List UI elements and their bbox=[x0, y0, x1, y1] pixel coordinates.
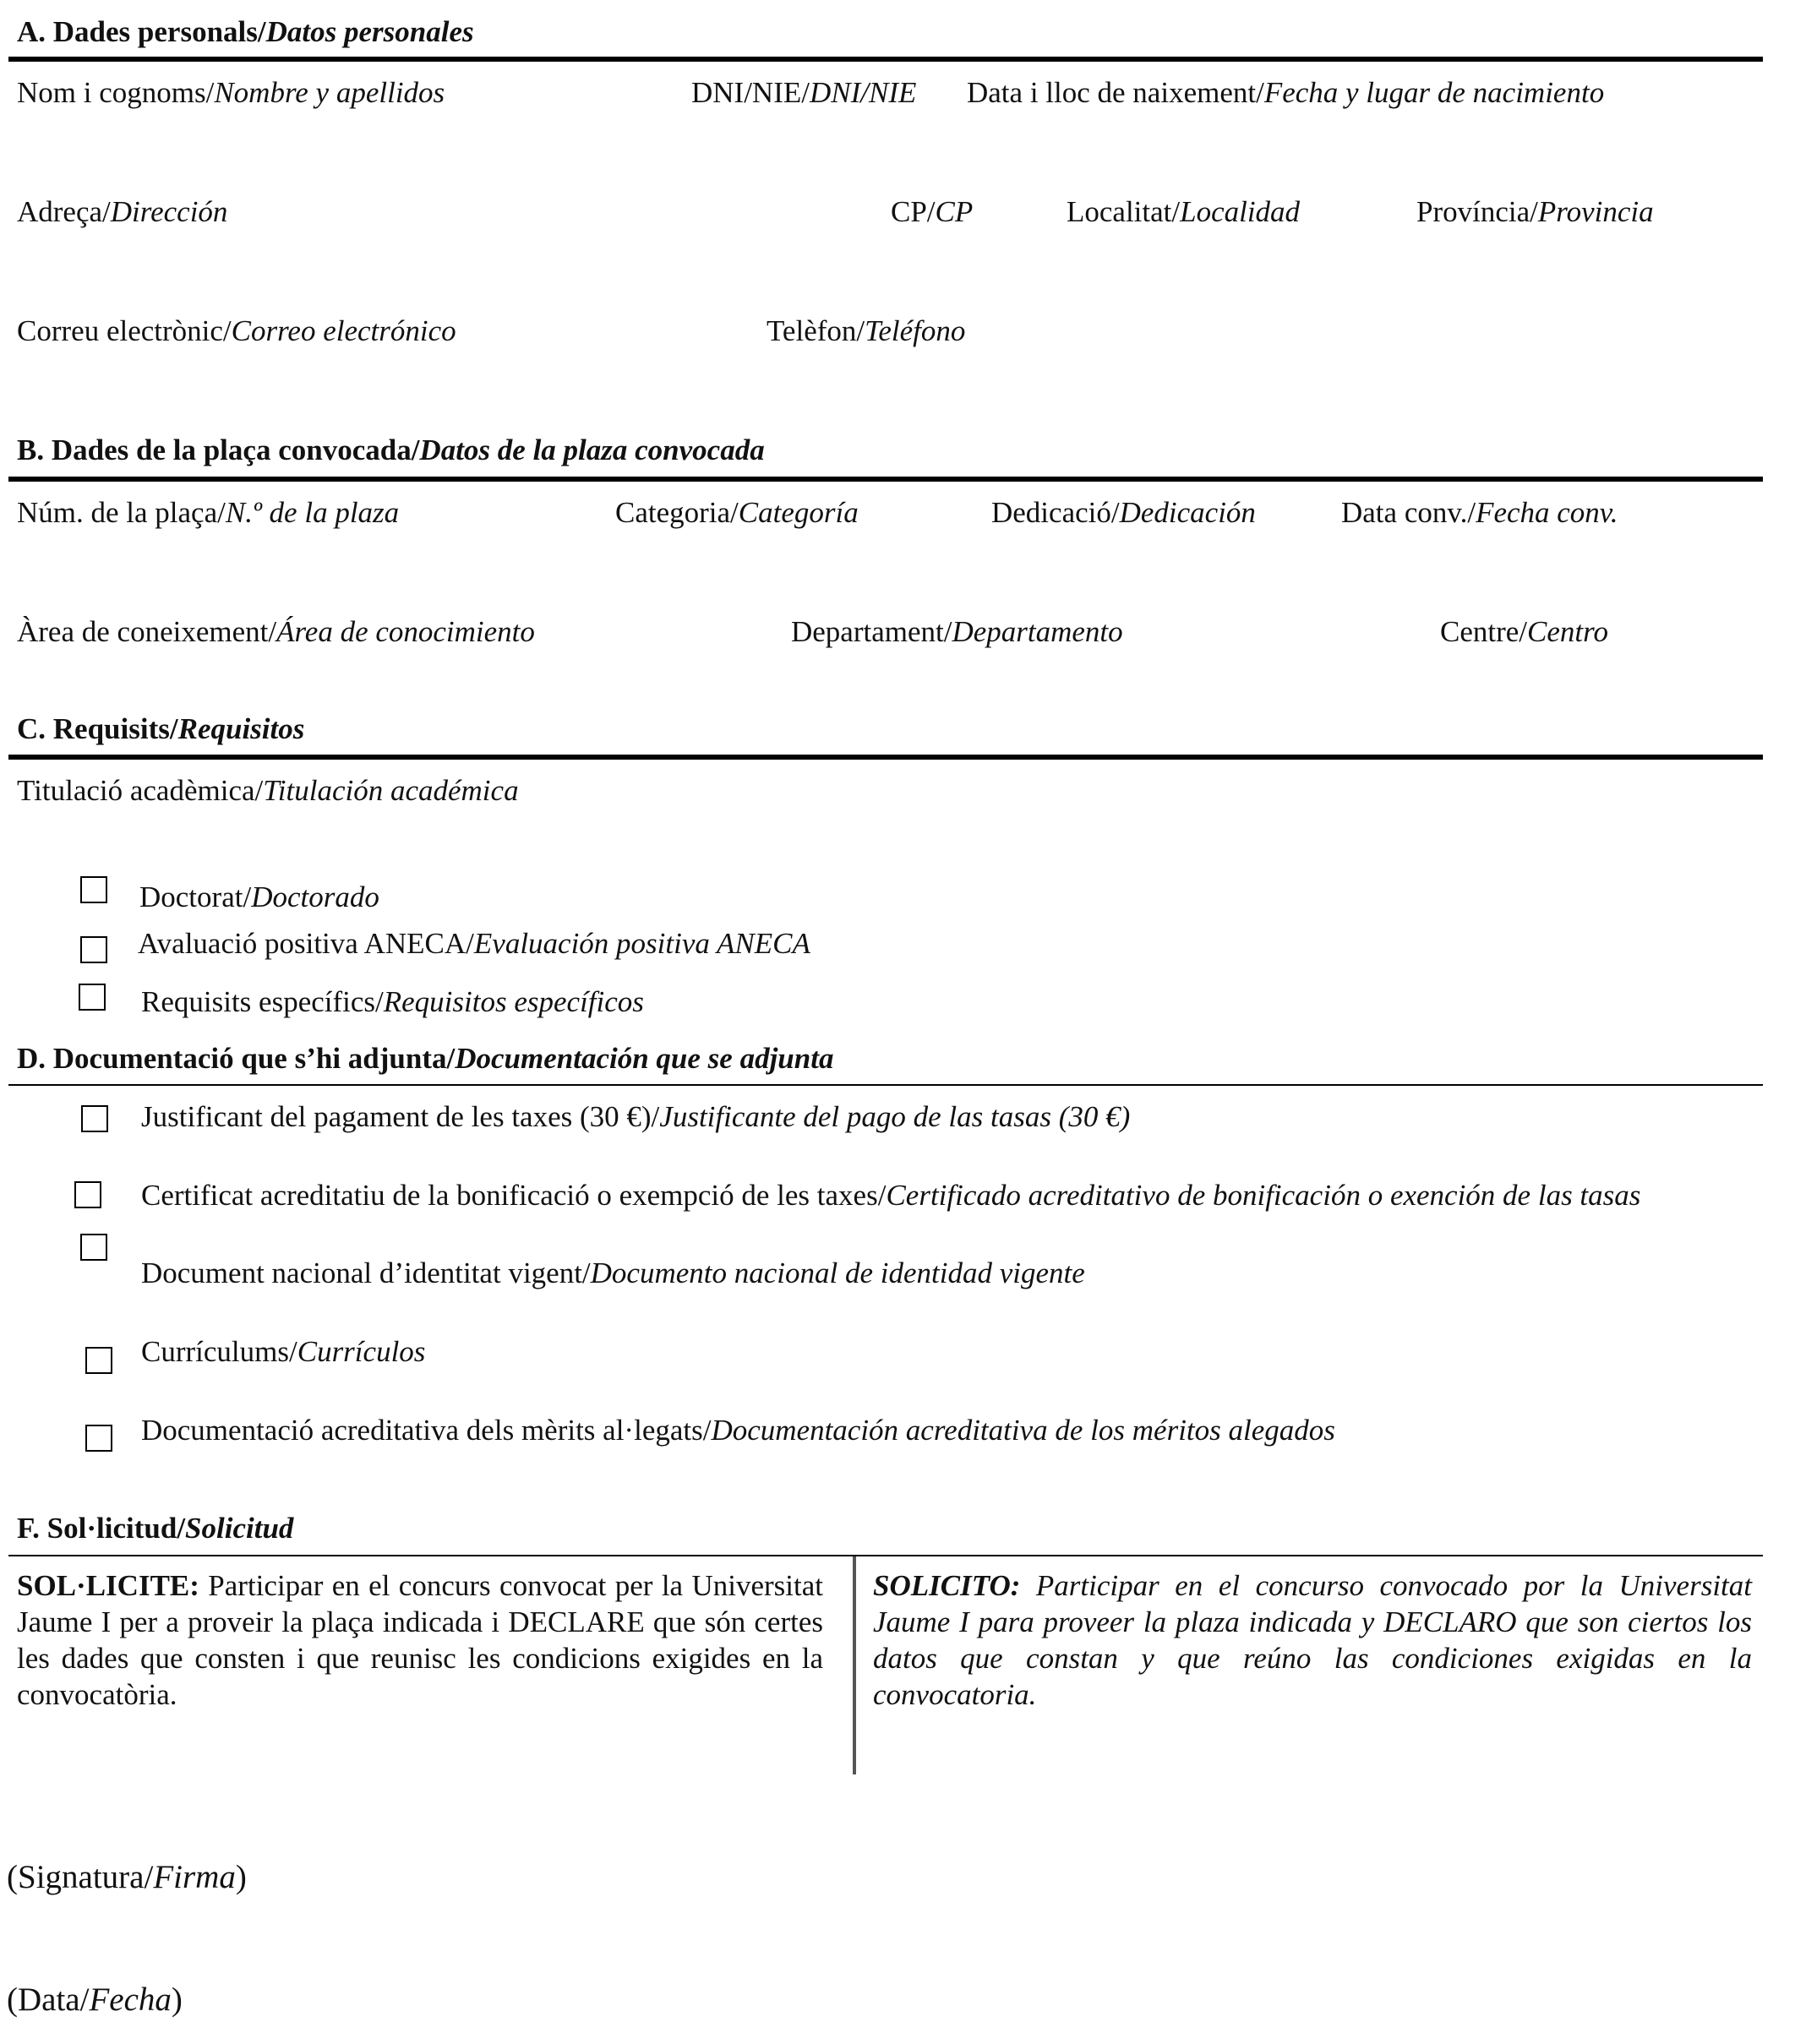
column-divider bbox=[853, 1556, 856, 1774]
checkbox-doctorate[interactable] bbox=[80, 876, 107, 903]
field-centre[interactable]: Centre/Centro bbox=[1440, 615, 1608, 648]
section-c-rule bbox=[8, 755, 1763, 760]
request-text-spanish: SOLICITO: Participar en el concurso convocado por la Universitat Jaume I para proveer la plaza indicada y DECLARO que son ciertos los datos que constan y que reúno las condiciones exigidas en la convocatoria. bbox=[873, 1569, 1752, 1711]
section-f-heading: F. Sol·licitud/Solicitud bbox=[17, 1512, 294, 1545]
label-specific-requirements: Requisits específics/Requisitos específicos bbox=[141, 985, 644, 1018]
checkbox-fee-exemption[interactable] bbox=[74, 1181, 101, 1208]
field-academic-degree[interactable]: Titulació acadèmica/Titulación académica bbox=[17, 774, 519, 807]
field-locality[interactable]: Localitat/Localidad bbox=[1067, 195, 1301, 228]
signature-field[interactable]: (Signatura/Firma) bbox=[7, 1859, 247, 1895]
field-email[interactable]: Correu electrònic/Correo electrónico bbox=[17, 314, 456, 347]
field-birth-date-place[interactable]: Data i lloc de naixement/Fecha y lugar de nacimiento bbox=[967, 76, 1605, 109]
checkbox-fee-receipt[interactable] bbox=[81, 1105, 108, 1132]
date-field[interactable]: (Data/Fecha) bbox=[7, 1981, 183, 2018]
checkbox-merits-documentation[interactable] bbox=[85, 1425, 112, 1452]
label-curriculums: Currículums/Currículos bbox=[141, 1335, 426, 1368]
field-dedication[interactable]: Dedicació/Dedicación bbox=[991, 496, 1256, 529]
section-a-rule bbox=[8, 57, 1763, 62]
field-department[interactable]: Departament/Departamento bbox=[791, 615, 1123, 648]
checkbox-identity-document[interactable] bbox=[80, 1234, 107, 1261]
field-postal-code[interactable]: CP/CP bbox=[891, 195, 974, 228]
section-c-heading: C. Requisits/Requisitos bbox=[17, 712, 305, 745]
label-aneca: Avaluació positiva ANECA/Evaluación positiva ANECA bbox=[138, 927, 810, 960]
field-call-date[interactable]: Data conv./Fecha conv. bbox=[1341, 496, 1618, 529]
field-category[interactable]: Categoria/Categoría bbox=[615, 496, 859, 529]
label-identity-document: Document nacional d’identitat vigent/Documento nacional de identidad vigente bbox=[141, 1256, 1085, 1289]
checkbox-curriculums[interactable] bbox=[85, 1347, 112, 1374]
section-b-rule bbox=[8, 477, 1763, 482]
field-place-number[interactable]: Núm. de la plaça/N.º de la plaza bbox=[17, 496, 400, 529]
field-dni-nie[interactable]: DNI/NIE/DNI/NIE bbox=[691, 76, 917, 109]
section-d-heading: D. Documentació que s’hi adjunta/Documentación que se adjunta bbox=[17, 1042, 834, 1075]
field-full-name[interactable]: Nom i cognoms/Nombre y apellidos bbox=[17, 76, 445, 109]
field-phone[interactable]: Telèfon/Teléfono bbox=[767, 314, 966, 347]
field-address[interactable]: Adreça/Dirección bbox=[17, 195, 228, 228]
label-fee-exemption: Certificat acreditatiu de la bonificació o exempció de les taxes/Certificado acreditativo de bonificación o exención de las tasas bbox=[141, 1179, 1641, 1212]
field-province[interactable]: Província/Provincia bbox=[1416, 195, 1654, 228]
section-a-heading: A. Dades personals/Datos personales bbox=[17, 15, 474, 48]
label-merits-documentation: Documentació acreditativa dels mèrits al·legats/Documentación acreditativa de los méritos alegados bbox=[141, 1414, 1335, 1447]
field-knowledge-area[interactable]: Àrea de coneixement/Área de conocimiento bbox=[17, 615, 535, 648]
label-fee-receipt: Justificant del pagament de les taxes (30 €)/Justificante del pago de las tasas (30 €) bbox=[141, 1100, 1131, 1133]
section-f-rule bbox=[8, 1555, 1763, 1556]
checkbox-aneca[interactable] bbox=[80, 936, 107, 963]
label-doctorate: Doctorat/Doctorado bbox=[139, 880, 379, 913]
checkbox-specific-requirements[interactable] bbox=[79, 984, 106, 1011]
request-text-catalan: SOL·LICITE: Participar en el concurs convocat per la Universitat Jaume I per a proveir la plaça indicada i DECLARE que són certes les dades que consten i que reunisc les condicions exigides en la convocatòria. bbox=[17, 1569, 823, 1711]
section-d-rule bbox=[8, 1084, 1763, 1086]
section-b-heading: B. Dades de la plaça convocada/Datos de la plaza convocada bbox=[17, 433, 765, 466]
